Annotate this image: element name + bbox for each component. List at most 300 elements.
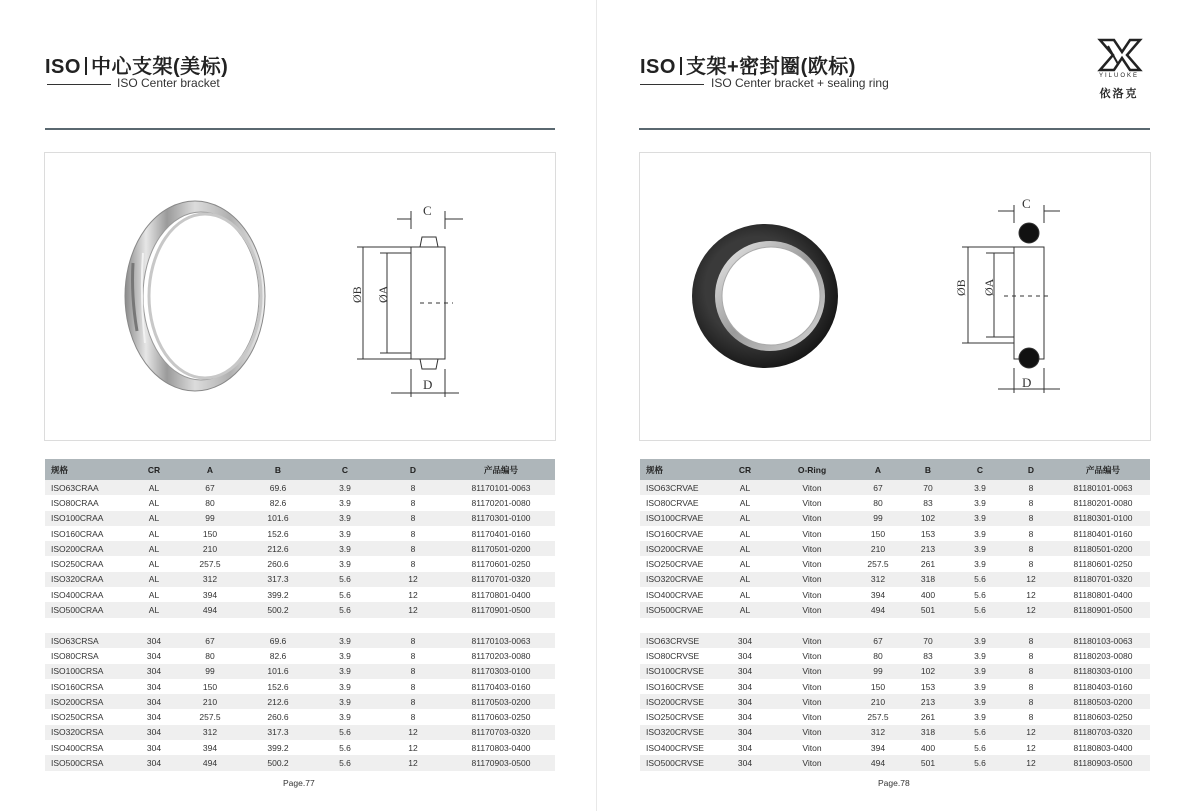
table-cell: AL [720,572,770,587]
table-cell: 3.9 [311,480,379,495]
table-cell: 317.3 [245,572,311,587]
table-cell: 80 [205,650,215,661]
table-cell: 153 [920,528,936,539]
table-cell: 81180603-0250 [1073,712,1133,723]
center-bracket-photo [125,201,265,391]
table-cell: 304 [720,664,770,679]
table-cell: ISO63CRAA [45,480,133,495]
subtitle-line [47,84,111,85]
table-cell: 8 [1006,633,1056,648]
table-cell: 400 [920,742,936,753]
brand-logo [1094,38,1144,98]
table-cell: 5.6 [954,725,1006,740]
dim-phib-label: ØB [954,279,968,296]
table-cell: 5.6 [974,742,986,753]
table-cell: 304 [146,742,162,753]
table-cell: 150 [202,681,218,692]
table-cell: ISO160CRAA [51,528,104,539]
table-cell: 8 [1028,650,1034,661]
column-header: B [902,459,954,480]
table-cell: 67 [175,633,245,648]
table-row [45,740,555,755]
column-header: D [379,459,447,480]
table-cell: 494 [854,602,902,617]
table-cell: 8 [1006,664,1056,679]
column-header: 产品编号 [447,459,555,480]
table-cell: ISO100CRSA [45,664,133,679]
table-cell: 150 [870,681,886,692]
table-cell: 3.9 [974,559,986,570]
table-cell: 81170201-0080 [471,497,531,508]
table-cell: 81170401-0160 [471,528,531,539]
table-cell: 3.9 [954,480,1006,495]
table-cell: 81180403-0160 [1073,681,1133,692]
dim-phib-label: ØB [350,286,364,303]
table-row [45,709,555,724]
table-cell: ISO320CRVAE [640,572,720,587]
table-cell: 5.6 [954,572,1006,587]
table-cell: Viton [770,755,854,770]
table-cell: 80 [205,497,215,508]
table-row [45,556,555,571]
table-cell: Viton [802,742,822,753]
table-row [640,572,1150,587]
table-cell: Viton [802,497,822,508]
table-cell: 150 [202,528,218,539]
table-cell: 12 [1026,589,1036,600]
table-cell: 213 [902,694,954,709]
title-cn: 支架+密封圈(欧标) [685,56,856,78]
table-cell: 304 [146,650,162,661]
table-cell: 3.9 [974,681,986,692]
yiluoke-logo-icon [1094,38,1144,72]
table-cell: 213 [902,541,954,556]
table-cell: 210 [854,694,902,709]
table-cell: 304 [720,755,770,770]
table-cell: 394 [870,742,886,753]
table-cell: Viton [770,541,854,556]
table-cell: 312 [175,572,245,587]
table-cell: 8 [1028,559,1034,570]
table-cell: 82.6 [269,497,287,508]
table-cell: 8 [379,664,447,679]
table-cell: 304 [737,681,753,692]
table-cell: 3.9 [339,497,351,508]
spacer-cell [640,618,1150,633]
table-cell: 3.9 [954,633,1006,648]
column-header: O-Ring [770,459,854,480]
table-cell: 81180401-0160 [1073,528,1133,539]
center-bracket-drawing [357,211,463,397]
table-cell: 81180501-0200 [1056,541,1150,556]
table-cell: 81180301-0100 [1056,511,1150,526]
table-cell: 3.9 [974,497,986,508]
table-row [640,541,1150,556]
column-header: A [854,459,902,480]
table-row [45,755,555,770]
table-cell: 494 [854,755,902,770]
table-cell: 81180101-0063 [1056,480,1150,495]
table-cell: 212.6 [245,694,311,709]
dim-phia-label: ØA [982,278,996,296]
table-cell: 81170101-0063 [447,480,555,495]
table-cell: 8 [410,559,416,570]
bracket-with-oring-photo [692,224,838,368]
table-cell: 150 [870,528,886,539]
dim-phia-label: ØA [376,285,390,303]
catalog-page-77 [0,0,596,811]
table-cell: 494 [175,755,245,770]
table-row [45,587,555,602]
table-row [640,556,1150,571]
table-cell: ISO400CRSA [51,742,104,753]
table-cell: 3.9 [339,712,351,723]
table-cell: 81180801-0400 [1073,589,1133,600]
table-row [45,694,555,709]
table-cell: 304 [133,633,175,648]
table-cell: 81170903-0500 [447,755,555,770]
table-cell: 81170803-0400 [471,742,531,753]
table-cell: 3.9 [954,664,1006,679]
table-cell: 81180203-0080 [1073,650,1133,661]
table-cell: 304 [133,664,175,679]
title-divider [85,57,87,75]
table-cell: 501 [902,755,954,770]
table-group-spacer [640,618,1150,633]
table-cell: ISO100CRVAE [640,511,720,526]
logo-brand-cn: 依洛克 [1099,88,1139,100]
table-cell: 80 [873,497,883,508]
table-cell: 317.3 [245,725,311,740]
table-cell: 8 [410,650,416,661]
table-cell: 318 [902,572,954,587]
table-cell: ISO200CRSA [45,694,133,709]
table-cell: ISO400CRVSE [646,742,704,753]
table-cell: 99 [854,511,902,526]
table-cell: 318 [902,725,954,740]
table-cell: 312 [854,572,902,587]
table-cell: 81180503-0200 [1056,694,1150,709]
table-row [640,725,1150,740]
table-cell: 3.9 [311,664,379,679]
table-cell: 8 [1028,528,1034,539]
table-row [45,602,555,617]
table-cell: ISO500CRAA [45,602,133,617]
table-cell: 81170301-0100 [447,511,555,526]
product-image-box [639,152,1151,441]
table-cell: 5.6 [339,589,351,600]
column-header: C [954,459,1006,480]
table-cell: AL [133,511,175,526]
table-row [45,511,555,526]
table-cell: 153 [920,681,936,692]
table-cell: 210 [175,541,245,556]
page-title [45,50,228,79]
title-cn: 中心支架(美标) [90,56,229,78]
page-subtitle: ISO Center bracket [117,76,220,90]
column-header: CR [133,459,175,480]
table-cell: 8 [379,511,447,526]
table-cell: 81170701-0320 [447,572,555,587]
table-row [45,526,555,541]
table-cell: 101.6 [245,664,311,679]
table-cell: 8 [1028,497,1034,508]
table-row [640,526,1150,541]
logo-brand-text: YILUOKE [1098,73,1139,79]
table-cell: 3.9 [311,633,379,648]
table-cell: ISO80CRAA [51,497,99,508]
table-cell: ISO100CRAA [45,511,133,526]
table-header-row [640,459,1150,480]
table-cell: AL [720,541,770,556]
table-cell: AL [148,559,160,570]
table-row [45,679,555,694]
table-cell: 257.5 [199,559,221,570]
column-header: B [245,459,311,480]
table-cell: 5.6 [339,742,351,753]
table-cell: Viton [770,633,854,648]
table-cell: 8 [1028,712,1034,723]
table-cell: 12 [1006,572,1056,587]
page-number: Page.77 [283,778,315,788]
product-illustration [45,153,555,440]
title-divider [680,57,682,75]
table-cell: 500.2 [245,755,311,770]
table-cell: 81170603-0250 [471,712,531,723]
table-cell: 12 [379,572,447,587]
dim-c-label: C [423,203,432,218]
table-cell: ISO200CRVSE [640,694,720,709]
table-cell: ISO63CRSA [45,633,133,648]
table-cell: 304 [146,712,162,723]
table-cell: AL [720,511,770,526]
page-number: Page.78 [878,778,910,788]
table-cell: 81180701-0320 [1056,572,1150,587]
subtitle-line [640,84,704,85]
table-cell: 3.9 [974,528,986,539]
table-cell: Viton [802,712,822,723]
table-cell: 81170703-0320 [447,725,555,740]
table-cell: 99 [854,664,902,679]
page-subtitle: ISO Center bracket + sealing ring [711,76,889,90]
table-cell: 8 [1006,480,1056,495]
title-iso: ISO [640,56,676,78]
table-cell: 99 [175,511,245,526]
table-cell: AL [720,480,770,495]
column-header: 规格 [45,459,133,480]
dim-c-label: C [1022,196,1031,211]
table-cell: 101.6 [245,511,311,526]
table-cell: ISO63CRVAE [640,480,720,495]
table-cell: ISO160CRVSE [646,681,704,692]
table-cell: 8 [410,712,416,723]
table-cell: 81170403-0160 [471,681,531,692]
table-cell: 3.9 [311,694,379,709]
table-row [640,480,1150,495]
table-cell: 81170801-0400 [471,589,531,600]
table-row [45,541,555,556]
table-row [640,664,1150,679]
table-cell: 260.6 [267,712,289,723]
table-cell: 67 [854,480,902,495]
table-cell: 8 [1028,681,1034,692]
table-cell: 80 [873,650,883,661]
table-cell: 5.6 [954,602,1006,617]
table-cell: 81180303-0100 [1056,664,1150,679]
table-cell: 152.6 [267,681,289,692]
table-cell: 81170303-0100 [447,664,555,679]
table-row [45,495,555,510]
table-cell: AL [739,497,751,508]
table-cell: ISO160CRSA [51,681,104,692]
table-cell: 152.6 [267,528,289,539]
table-cell: AL [720,602,770,617]
table-cell: 5.6 [311,725,379,740]
table-cell: 12 [408,742,418,753]
table-cell: 3.9 [339,559,351,570]
table-cell: 5.6 [954,755,1006,770]
table-cell: 501 [902,602,954,617]
table-row [45,648,555,663]
table-cell: 400 [920,589,936,600]
table-cell: 81170103-0063 [447,633,555,648]
column-header: A [175,459,245,480]
table-cell: 81170501-0200 [447,541,555,556]
table-cell: ISO80CRVSE [646,650,700,661]
table-cell: 81180803-0400 [1073,742,1133,753]
spec-table [45,459,555,771]
table-cell: 83 [923,650,933,661]
bracket-with-oring-drawing [962,205,1060,393]
table-cell: 260.6 [267,559,289,570]
table-cell: ISO63CRVSE [640,633,720,648]
table-cell: ISO200CRAA [45,541,133,556]
table-cell: 257.5 [867,559,889,570]
table-row [640,755,1150,770]
table-cell: ISO320CRVSE [640,725,720,740]
table-row [640,633,1150,648]
table-row [640,648,1150,663]
table-row [640,495,1150,510]
table-row [45,664,555,679]
table-cell: 70 [902,480,954,495]
table-cell: 102 [902,664,954,679]
table-cell: AL [148,589,160,600]
table-cell: 8 [1006,694,1056,709]
table-cell: Viton [802,528,822,539]
column-header: C [311,459,379,480]
table-cell: AL [739,528,751,539]
table-cell: ISO160CRVAE [646,528,704,539]
table-row [640,511,1150,526]
table-cell: AL [739,589,751,600]
table-cell: 8 [410,497,416,508]
table-cell: 81180103-0063 [1056,633,1150,648]
table-row [640,709,1150,724]
table-cell: ISO80CRVAE [646,497,699,508]
table-cell: 304 [133,725,175,740]
table-cell: 257.5 [867,712,889,723]
table-cell: Viton [770,694,854,709]
table-cell: AL [148,528,160,539]
table-cell: 3.9 [339,528,351,539]
table-cell: ISO250CRVSE [646,712,704,723]
table-cell: 69.6 [245,633,311,648]
table-cell: ISO250CRVAE [646,559,704,570]
table-cell: 304 [737,712,753,723]
table-cell: 8 [410,528,416,539]
table-cell: 8 [379,541,447,556]
table-cell: 3.9 [311,541,379,556]
table-cell: ISO250CRSA [51,712,104,723]
table-row [640,679,1150,694]
table-cell: 82.6 [269,650,287,661]
table-cell: ISO500CRVAE [640,602,720,617]
table-cell: 70 [902,633,954,648]
table-cell: 8 [410,681,416,692]
column-header: 规格 [640,459,720,480]
product-image-box [44,152,556,441]
table-cell: ISO80CRSA [51,650,99,661]
table-cell: 3.9 [974,650,986,661]
table-row [640,740,1150,755]
table-cell: ISO320CRAA [45,572,133,587]
table-cell: 12 [1026,742,1036,753]
table-cell: 210 [175,694,245,709]
table-cell: 8 [1006,541,1056,556]
dim-d-label: D [423,377,433,392]
table-cell: 81170601-0250 [471,559,531,570]
column-header: D [1006,459,1056,480]
table-cell: 394 [202,742,218,753]
table-cell: 257.5 [199,712,221,723]
table-cell: 12 [379,725,447,740]
table-cell: Viton [770,511,854,526]
table-cell: 261 [920,559,936,570]
page-title [640,50,856,79]
table-cell: 12 [1006,755,1056,770]
table-cell: 304 [133,694,175,709]
table-cell: 304 [737,650,753,661]
table-row [640,694,1150,709]
table-cell: 3.9 [339,681,351,692]
product-illustration [640,153,1150,440]
table-cell: 69.6 [245,480,311,495]
table-cell: 304 [720,694,770,709]
table-cell: 81180201-0080 [1073,497,1133,508]
table-cell: Viton [770,572,854,587]
table-cell: 3.9 [311,511,379,526]
table-cell: 304 [146,681,162,692]
table-cell: Viton [802,650,822,661]
table-cell: AL [148,497,160,508]
spec-table [640,459,1150,771]
table-cell: 394 [870,589,886,600]
table-cell: 81180703-0320 [1056,725,1150,740]
table-cell: 67 [854,633,902,648]
table-group-spacer [45,618,555,633]
table-cell: 304 [133,755,175,770]
table-row [45,633,555,648]
table-cell: ISO500CRVSE [640,755,720,770]
catalog-page-78 [597,0,1193,811]
table-cell: 394 [202,589,218,600]
table-cell: Viton [770,725,854,740]
table-cell: Viton [802,589,822,600]
table-cell: 212.6 [245,541,311,556]
table-cell: 8 [379,480,447,495]
table-cell: 83 [923,497,933,508]
